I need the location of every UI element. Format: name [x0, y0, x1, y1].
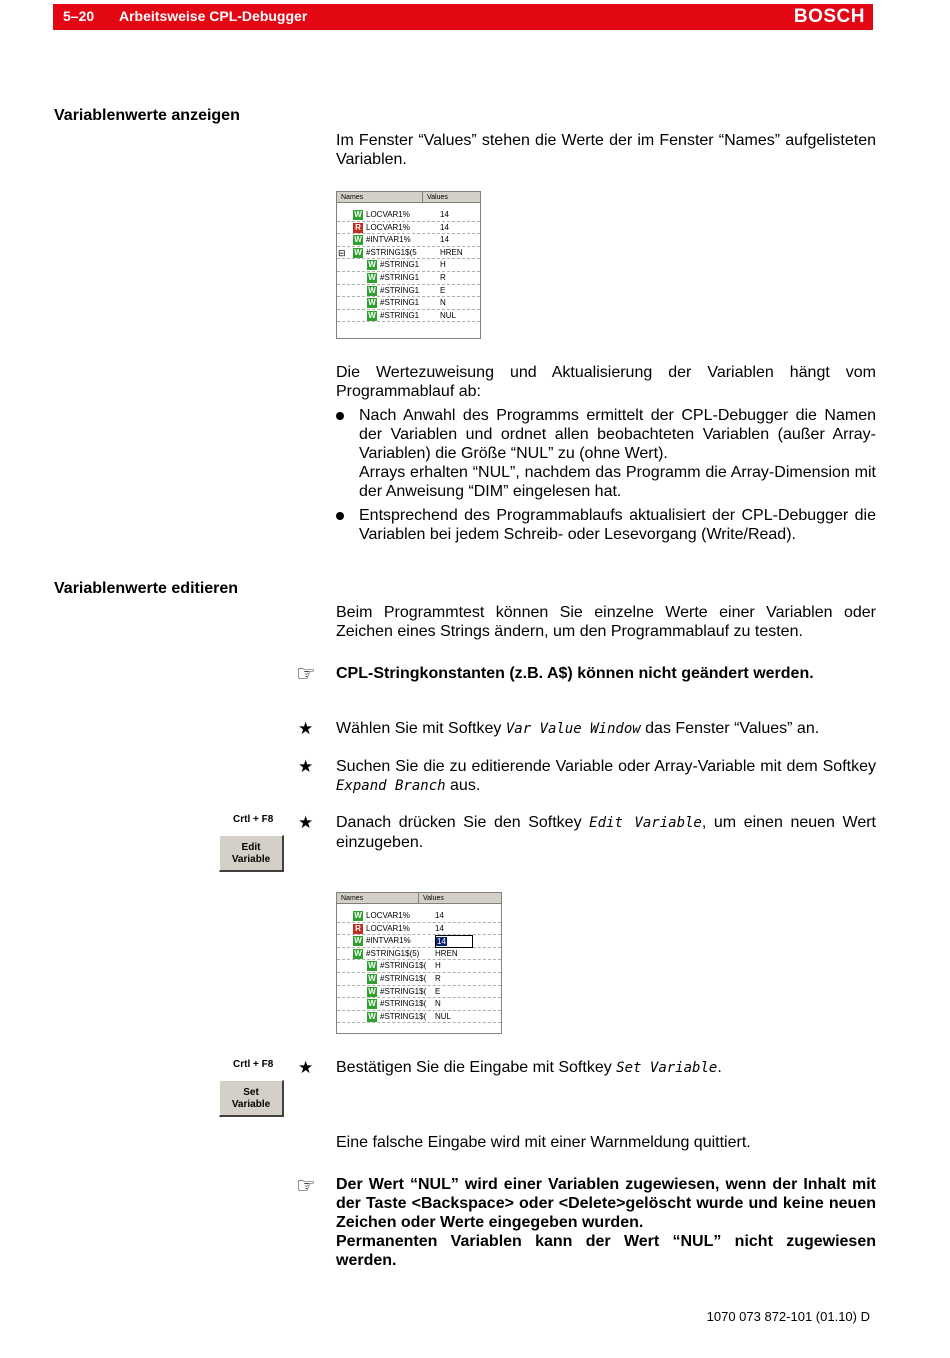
selected-value-text: 14: [437, 937, 446, 947]
softkey-name: Set Variable: [616, 1060, 718, 1076]
step-set-variable: [336, 1058, 876, 1078]
variable-value: 14: [440, 222, 449, 232]
write-badge-icon: W: [354, 911, 362, 920]
variable-row[interactable]: [337, 998, 501, 1011]
step-text: Danach drücken Sie den Softkey: [336, 814, 590, 831]
variable-name: LOCVAR1%: [366, 222, 410, 232]
flow-paragraph: Die Wertezuweisung und Aktualisierung der Variablen hängt vom Programmablauf ab:: [336, 364, 876, 400]
list-item: [336, 406, 876, 501]
variable-row[interactable]: [337, 1011, 501, 1024]
write-badge-icon: W: [368, 974, 376, 983]
page-header: [53, 4, 873, 30]
variable-row[interactable]: [337, 986, 501, 999]
variable-row[interactable]: [337, 285, 480, 298]
variable-row[interactable]: [337, 960, 501, 973]
variable-name: #INTVAR1%: [366, 936, 411, 946]
variable-value: E: [435, 986, 441, 996]
step-text: Bestätigen Sie die Eingabe mit Softkey: [336, 1059, 617, 1076]
variable-name: LOCVAR1%: [366, 923, 410, 933]
variable-name: #STRING1$(: [380, 974, 427, 983]
variable-value: N: [440, 298, 446, 308]
variable-value: E: [440, 285, 446, 295]
value-edit-field[interactable]: [435, 935, 473, 948]
variable-row[interactable]: [337, 297, 480, 310]
variable-value: H: [435, 961, 441, 971]
star-icon: ★: [298, 719, 314, 738]
document-number: 1070 073 872-101 (01.10) D: [706, 1309, 870, 1324]
variable-name: #STRING1: [380, 285, 420, 295]
variable-row[interactable]: [337, 935, 501, 948]
star-icon: ★: [298, 813, 314, 832]
softkey-name: Var Value Window: [505, 721, 641, 737]
variable-name: LOCVAR1%: [366, 911, 410, 920]
variable-value: R: [435, 974, 441, 983]
values-column-header: Values: [423, 192, 480, 203]
pointing-hand-icon: ☞: [296, 661, 316, 686]
list-item: [336, 506, 876, 544]
variable-row[interactable]: [337, 310, 480, 323]
variable-value: R: [440, 273, 446, 282]
variable-name: #STRING1$(5: [366, 247, 417, 257]
collapse-icon[interactable]: ⊟: [338, 247, 346, 258]
step-text: .: [717, 1059, 722, 1076]
variable-name: #STRING1$(5): [366, 948, 420, 958]
variable-value: H: [440, 260, 446, 270]
edit-variable-softkey[interactable]: [219, 835, 284, 872]
step-edit-variable: [336, 813, 876, 852]
variable-row[interactable]: [337, 247, 480, 260]
variable-value: NUL: [440, 310, 457, 320]
note-nul-value: [336, 1175, 876, 1270]
softkey-name: Expand Branch: [336, 778, 446, 794]
variable-value: NUL: [435, 1011, 452, 1021]
values-window-screenshot: [336, 191, 481, 339]
write-badge-icon: W: [354, 235, 362, 245]
variable-value: HREN: [435, 948, 458, 958]
softkey-label: Variable: [231, 1099, 271, 1110]
values-edit-screenshot: [336, 892, 502, 1034]
key-combo-label: Crtl + F8: [233, 814, 274, 825]
bullet-dot-icon: [336, 512, 344, 520]
note-text: Permanenten Variablen kann der Wert “NUL” nicht zugewiesen werden.: [336, 1233, 876, 1269]
chapter-title: Arbeitsweise CPL-Debugger: [119, 8, 308, 24]
write-badge-icon: W: [354, 936, 362, 946]
variable-row[interactable]: [337, 272, 480, 285]
variable-name: #STRING1: [380, 310, 420, 320]
warning-paragraph: Eine falsche Eingabe wird mit einer Warnmeldung quittiert.: [336, 1134, 751, 1151]
variable-name: #INTVAR1%: [366, 235, 411, 245]
write-badge-icon: W: [368, 260, 376, 270]
variable-row[interactable]: [337, 209, 480, 222]
variable-row[interactable]: [337, 973, 501, 986]
variable-value: N: [435, 999, 441, 1009]
intro-paragraph: Beim Programmtest können Sie einzelne Werte einer Variablen oder Zeichen eines Strings ändern, um den Programmablauf zu testen.: [336, 604, 876, 640]
write-badge-icon: W: [368, 1011, 376, 1021]
pointing-hand-icon: ☞: [296, 1173, 316, 1198]
write-badge-icon: W: [354, 948, 362, 958]
step-text: Suchen Sie die zu editierende Variable oder Array-Variable mit dem Softkey: [336, 758, 876, 775]
variable-name: #STRING1$(: [380, 961, 427, 971]
step-text: aus.: [445, 777, 481, 794]
variable-name: #STRING1: [380, 260, 420, 270]
variable-value: HREN: [440, 247, 463, 257]
note-text: Der Wert “NUL” wird einer Variablen zugewiesen, wenn der Inhalt mit der Taste <Backspace> oder <Delete>gelöscht wurde und keine neuen Zeichen oder Werte eingegeben wurden.: [336, 1176, 876, 1231]
key-combo-label: Crtl + F8: [233, 1059, 274, 1070]
variable-name: #STRING1: [380, 273, 420, 282]
names-column-header: Names: [337, 893, 419, 904]
step-text: , um einen neuen Wert einzugeben.: [336, 814, 876, 851]
variable-row[interactable]: [337, 259, 480, 272]
variable-row[interactable]: [337, 948, 501, 961]
section-heading-anzeigen: Variablenwerte anzeigen: [54, 107, 240, 124]
brand-logo: BOSCH: [793, 6, 865, 27]
step-expand-branch: [336, 757, 876, 796]
variable-name: #STRING1$(: [380, 1011, 427, 1021]
softkey-label: Edit: [241, 842, 261, 853]
write-badge-icon: W: [368, 961, 376, 971]
bullet-dot-icon: [336, 412, 344, 420]
write-badge-icon: W: [368, 285, 376, 295]
step-var-value-window: [336, 719, 876, 739]
read-badge-icon: R: [353, 924, 363, 934]
bullet-list: [336, 406, 876, 549]
page-number: 5–20: [63, 8, 95, 24]
variable-name: #STRING1$(: [380, 986, 427, 996]
section-heading-editieren: Variablenwerte editieren: [54, 580, 239, 597]
write-badge-icon: W: [368, 310, 376, 320]
variable-row[interactable]: [337, 234, 480, 247]
variable-row[interactable]: [337, 222, 480, 235]
write-badge-icon: W: [368, 273, 376, 282]
write-badge-icon: W: [354, 210, 362, 219]
star-icon: ★: [298, 1058, 314, 1077]
softkey-label: Variable: [231, 854, 271, 865]
write-badge-icon: W: [368, 298, 376, 308]
variable-row[interactable]: [337, 910, 501, 923]
variable-row[interactable]: [337, 923, 501, 936]
softkey-name: Edit Variable: [589, 815, 702, 831]
variable-value: 14: [435, 923, 444, 933]
softkey-label: Set: [243, 1087, 259, 1098]
read-badge-icon: R: [353, 223, 363, 233]
step-text: Wählen Sie mit Softkey: [336, 720, 506, 737]
variable-value: 14: [440, 235, 449, 245]
bullet-text-continued: Arrays erhalten “NUL”, nachdem das Programm die Array-Dimension mit der Anweisung “DIM” eingelesen hat.: [359, 464, 876, 500]
variable-value: 14: [435, 911, 444, 920]
values-column-header: Values: [419, 893, 501, 904]
write-badge-icon: W: [354, 247, 362, 257]
note-stringconstants: CPL-Stringkonstanten (z.B. A$) können nicht geändert werden.: [336, 665, 814, 682]
bullet-text: Entsprechend des Programmablaufs aktualisiert der CPL-Debugger die Variablen bei jedem Schreib- oder Lesevorgang (Write/Read).: [359, 507, 876, 543]
variable-name: LOCVAR1%: [366, 210, 410, 219]
step-text: das Fenster “Values” an.: [640, 720, 820, 737]
variable-value: 14: [440, 210, 449, 219]
star-icon: ★: [298, 757, 314, 776]
intro-paragraph: Im Fenster “Values” stehen die Werte der im Fenster “Names” aufgelisteten Variablen.: [336, 132, 876, 168]
write-badge-icon: W: [368, 986, 376, 996]
variable-name: #STRING1$(: [380, 999, 427, 1009]
bullet-text: Nach Anwahl des Programms ermittelt der CPL-Debugger die Namen der Variablen und ordnet allen beobachteten Variablen (außer Array-Variablen) die Größe “NUL” zu (ohne Wert).: [359, 407, 876, 462]
variable-name: #STRING1: [380, 298, 420, 308]
write-badge-icon: W: [368, 999, 376, 1009]
names-column-header: Names: [337, 192, 423, 203]
set-variable-softkey[interactable]: [219, 1080, 284, 1117]
